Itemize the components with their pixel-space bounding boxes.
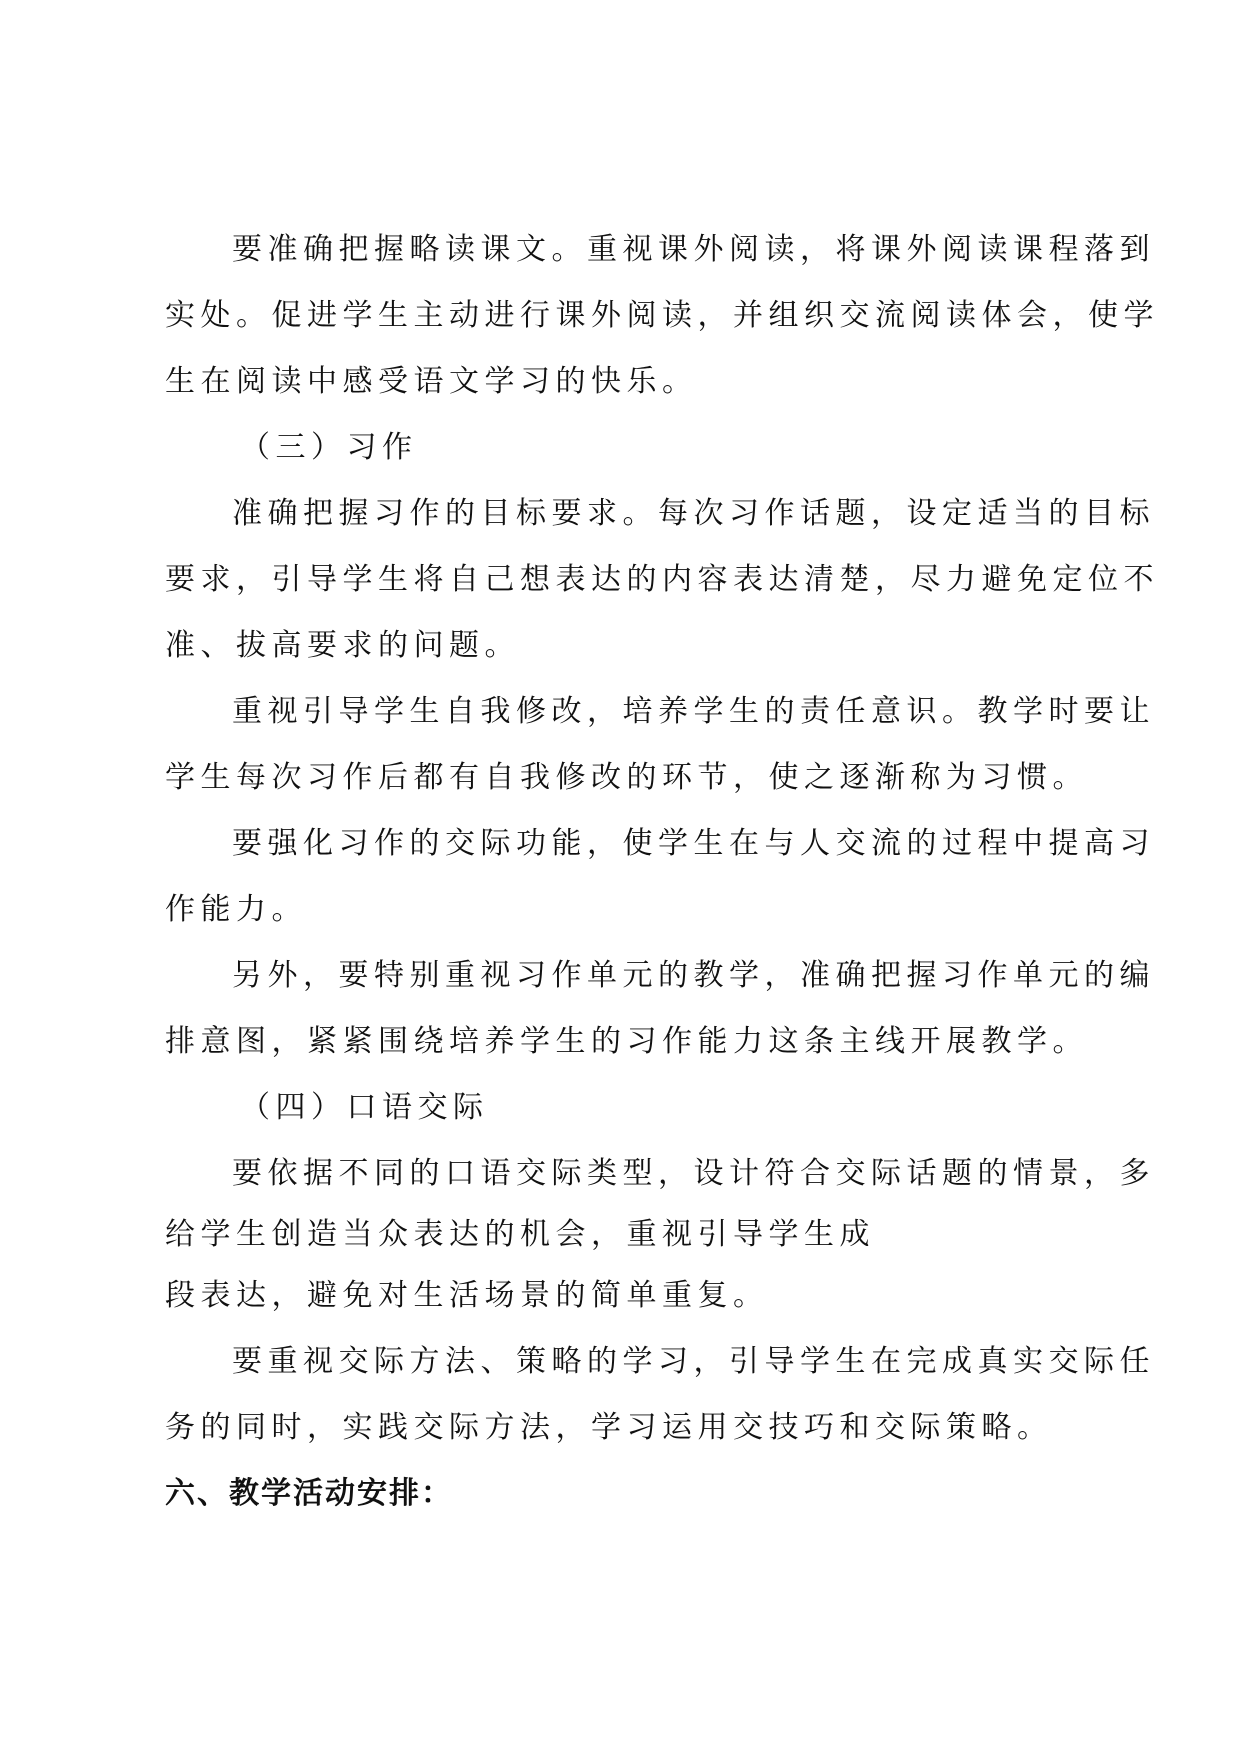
paragraph-oral-1-line-2: 给学生创造当众表达的机会，重视引导学生成 [165,1217,875,1252]
paragraph-reading-line-1: 要准确把握略读课文。重视课外阅读，将课外阅读课程落到 [232,232,1155,267]
paragraph-writing-4-line-2: 排意图，紧紧围绕培养学生的习作能力这条主线开展教学。 [165,1024,1088,1059]
section-6-heading: 六、教学活动安排： [165,1476,453,1511]
paragraph-reading-line-2: 实处。促进学生主动进行课外阅读，并组织交流阅读体会，使学 [165,298,1159,333]
paragraph-writing-4-line-1: 另外，要特别重视习作单元的教学，准确把握习作单元的编 [232,958,1155,993]
paragraph-writing-3-line-2: 作能力。 [165,892,307,927]
paragraph-oral-1-line-3: 段表达，避免对生活场景的简单重复。 [165,1278,769,1313]
paragraph-writing-2-line-1: 重视引导学生自我修改，培养学生的责任意识。教学时要让 [232,694,1155,729]
paragraph-oral-1-line-1: 要依据不同的口语交际类型，设计符合交际话题的情景，多 [232,1156,1155,1191]
paragraph-writing-3-line-1: 要强化习作的交际功能，使学生在与人交流的过程中提高习 [232,826,1155,861]
section-3-title: （三）习作 [240,430,418,465]
paragraph-oral-2-line-2: 务的同时，实践交际方法，学习运用交技巧和交际策略。 [165,1410,1053,1445]
paragraph-writing-1-line-3: 准、拔高要求的问题。 [165,628,520,663]
paragraph-reading-line-3: 生在阅读中感受语文学习的快乐。 [165,364,698,399]
section-4-title: （四）口语交际 [240,1090,489,1125]
paragraph-writing-2-line-2: 学生每次习作后都有自我修改的环节，使之逐渐称为习惯。 [165,760,1088,795]
paragraph-writing-1-line-2: 要求，引导学生将自己想表达的内容表达清楚，尽力避免定位不 [165,562,1159,597]
paragraph-oral-2-line-1: 要重视交际方法、策略的学习，引导学生在完成真实交际任 [232,1344,1155,1379]
paragraph-writing-1-line-1: 准确把握习作的目标要求。每次习作话题，设定适当的目标 [232,496,1155,531]
